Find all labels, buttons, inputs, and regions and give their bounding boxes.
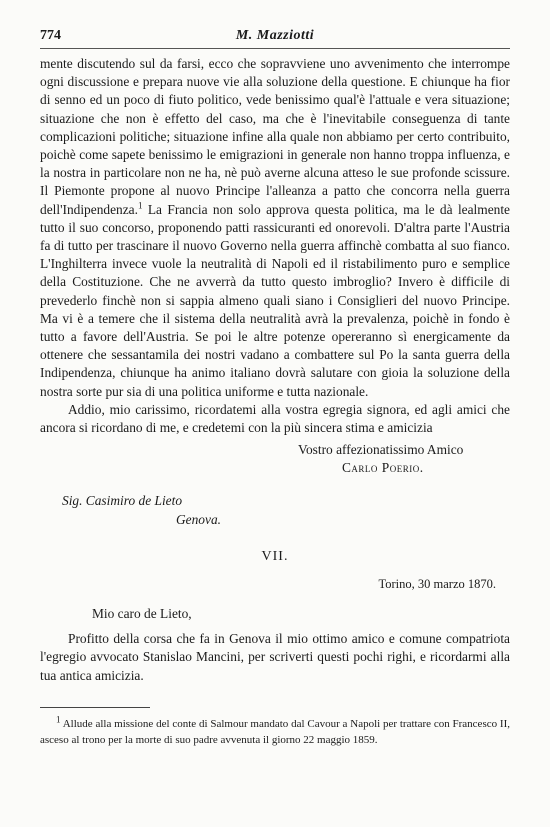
closing-line: Vostro affezionatissimo Amico [298, 442, 464, 458]
letter-salutation: Mio caro de Lieto, [92, 606, 192, 622]
footnote-marker: 1 [56, 714, 61, 725]
paragraph: Addio, mio carissimo, ricordatemi alla vostra egregia signora, ed agli amici che ancora si ricordano di me, e credetemi con la più sincera stima e amicizia [40, 401, 510, 436]
letter-body: Profitto della corsa che fa in Genova il mio ottimo amico e comune compatriota l'egregio avvocato Stanislao Mancini, per scriverti questi pochi righi, e ricordarmi alla tua antica amicizia. [40, 631, 510, 683]
page-number: 774 [40, 28, 61, 43]
footnote-divider [40, 707, 150, 708]
book-page [40, 26, 510, 749]
running-title: M. Mazziotti [235, 28, 315, 43]
paragraph-text: mente discutendo sul da farsi, ecco che sopravviene uno avvenimento che interrompe ogni discussione e prepara nuove vie alla soluzione della questione. E chiunque ha fior di senno ed un poco di fiuto politico, vede benissimo qual'è l'attuale e vera situazione; situazione che non è effetto del caso, ma che è l'inevitabile conseguenza di tante complicazioni politiche; situazione infine alla quale non abbiamo per certo contribuito, poichè come sapete benissimo le emigrazioni in generale non hanno troppa influenza, e la nostra in particolare non ne ha, nè può averne alcuna atteso le sue profonde scissure. Il Piemonte propone al nuovo Principe l'alleanza a patto che concorra nella guerra dell'Indipendenza. [40, 56, 510, 217]
paragraph [40, 55, 510, 401]
footnote-reference: 1 [137, 200, 143, 211]
letter-dateline: Torino, 30 marzo 1870. [378, 577, 496, 592]
addressee-block [40, 491, 510, 529]
addressee-city: Genova. [176, 512, 221, 528]
addressee-name: Sig. Casimiro de Lieto [62, 493, 183, 509]
footnote [40, 716, 510, 749]
page-header [40, 26, 510, 49]
letter-number: VII. [261, 549, 289, 565]
signature-name: Carlo Poerio. [342, 460, 424, 476]
signature-block [40, 441, 510, 477]
footnote-text: Allude alla missione del conte di Salmour mandato dal Cavour a Napoli per trattare con Francesco II, asceso al trono per la morte di suo padre avvenuta il giorno 22 maggio 1859. [40, 717, 510, 747]
letter-body-continued [40, 55, 510, 437]
paragraph-text: La Francia non solo approva questa politica, ma le dà lealmente tutto il suo concorso, proponendo patti rassicuranti ed onorevoli. D'altra parte l'Austria fa di tutto per trascinare il nuovo Governo nella guerra affinchè combatta al suo fianco. L'Inghilterra invece vuole la neutralità di Napoli ed il ristabilimento puro e semplice della Costituzione. Che ne avverrà da tutto questo imbroglio? Invero è difficile di prevederlo finchè non si sappia almeno quali siano i Consiglieri del nuovo Principe. Ma vi è a temere che il sistema della neutralità avrà la prevalenza, poichè in fondo è tutto a favore dell'Austria. Se poi le altre potenze opereranno sì energicamente da ottenere che sessantamila dei nostri vadano a combattere sul Po la santa guerra della Indipendenza, chiunque ha animo italiano dovrà salutare con gioia la soluzione della nostra sorte pur sia di una politica uniforme e tutta nazionale. [40, 201, 510, 399]
